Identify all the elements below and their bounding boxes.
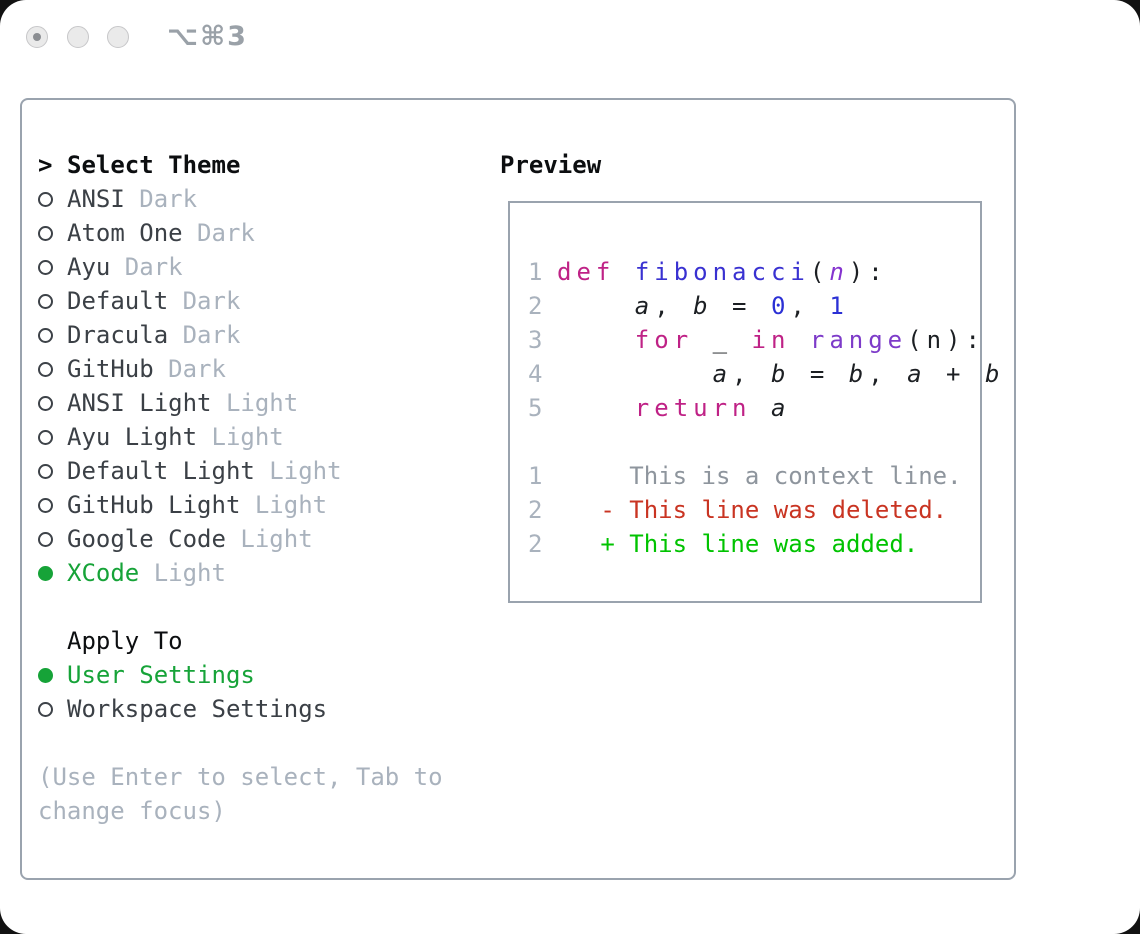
- code-token: for: [634, 326, 694, 354]
- theme-variant-label: Dark: [124, 253, 183, 281]
- theme-variant-label: Light: [254, 491, 328, 519]
- theme-option-default-light[interactable]: [38, 454, 474, 488]
- radio-unselected-icon: [38, 328, 53, 343]
- radio-unselected-icon: [38, 226, 53, 241]
- window-control-button-2[interactable]: [67, 26, 89, 48]
- theme-variant-label: Light: [211, 423, 284, 451]
- radio-selected-icon: [38, 566, 53, 581]
- diff-line-del: [528, 493, 980, 527]
- line-number: 2: [528, 530, 543, 558]
- theme-variant-label: Light: [153, 559, 226, 587]
- code-token: a: [907, 360, 927, 388]
- prompt-icon: >: [38, 151, 53, 179]
- apply-to-header: Apply To: [67, 627, 183, 655]
- theme-list-section: [38, 148, 474, 828]
- radio-unselected-icon: [38, 498, 53, 513]
- radio-selected-icon: [38, 668, 53, 683]
- code-token: a: [770, 394, 791, 422]
- line-number: 5: [528, 394, 543, 422]
- code-token: [752, 394, 771, 422]
- preview-header: Preview: [500, 151, 602, 179]
- select-theme-header: [38, 148, 474, 182]
- code-line: [528, 255, 980, 289]
- code-token: ):: [848, 258, 888, 286]
- theme-name-label: Default: [67, 287, 183, 315]
- code-token: in: [751, 326, 791, 354]
- code-token: a: [634, 292, 655, 320]
- theme-name-label: Dracula: [67, 321, 183, 349]
- code-token: [557, 394, 635, 422]
- code-token: range: [809, 326, 908, 354]
- code-token: return: [634, 394, 752, 422]
- code-token: ,: [868, 360, 908, 388]
- diff-line-add: [528, 527, 980, 561]
- theme-variant-label: Light: [240, 525, 313, 553]
- window-control-button-3[interactable]: [107, 26, 129, 48]
- code-token: ,: [654, 292, 694, 320]
- theme-variant-label: Dark: [197, 219, 255, 247]
- window-control-button-1[interactable]: [26, 26, 48, 48]
- diff-text: - This line was deleted.: [557, 496, 948, 524]
- line-number: 1: [528, 462, 543, 490]
- theme-variant-label: Dark: [182, 321, 241, 349]
- code-line: [528, 391, 980, 425]
- help-text: (Use Enter to select, Tab to change focus): [38, 763, 443, 825]
- theme-list: [38, 182, 474, 590]
- radio-unselected-icon: [38, 464, 53, 479]
- code-line: [528, 289, 980, 323]
- apply-option-workspace-settings[interactable]: [38, 692, 474, 726]
- radio-unselected-icon: [38, 532, 53, 547]
- theme-name-label: XCode: [67, 559, 154, 587]
- theme-name-label: ANSI Light: [67, 389, 226, 417]
- theme-variant-label: Dark: [168, 355, 226, 383]
- line-number: 4: [528, 360, 543, 388]
- code-token: fibonacci: [634, 258, 810, 286]
- radio-unselected-icon: [38, 192, 53, 207]
- code-token: [790, 326, 809, 354]
- code-token: (n):: [907, 326, 985, 354]
- theme-variant-label: Light: [225, 389, 299, 417]
- radio-unselected-icon: [38, 362, 53, 377]
- blank-line: [528, 425, 980, 459]
- preview-section: [500, 148, 1005, 603]
- theme-variant-label: Dark: [182, 287, 241, 315]
- code-token: 0: [770, 292, 791, 320]
- theme-option-ansi[interactable]: [38, 182, 474, 216]
- theme-name-label: Default Light: [67, 457, 270, 485]
- code-line: [528, 323, 985, 357]
- code-token: [615, 258, 634, 286]
- theme-option-ayu-light[interactable]: [38, 420, 474, 454]
- theme-option-ayu[interactable]: [38, 250, 474, 284]
- code-token: [557, 292, 635, 320]
- theme-name-label: Ayu: [67, 253, 125, 281]
- line-number: 2: [528, 496, 543, 524]
- radio-unselected-icon: [38, 294, 53, 309]
- theme-option-atom-one[interactable]: [38, 216, 474, 250]
- theme-option-default[interactable]: [38, 284, 474, 318]
- theme-option-dracula[interactable]: [38, 318, 474, 352]
- code-token: ,: [732, 360, 771, 388]
- diff-text: + This line was added.: [557, 530, 919, 558]
- diff-line-ctx: [528, 459, 980, 493]
- code-token: _: [693, 326, 752, 354]
- theme-name-label: Atom One: [67, 219, 198, 247]
- line-number: 1: [528, 258, 543, 286]
- theme-name-label: GitHub Light: [67, 491, 255, 519]
- apply-option-label: Workspace Settings: [67, 695, 328, 723]
- diff-text: This is a context line.: [557, 462, 962, 490]
- theme-option-ansi-light[interactable]: [38, 386, 474, 420]
- code-token: n: [829, 258, 849, 286]
- theme-name-label: Google Code: [67, 525, 241, 553]
- theme-picker-panel: [20, 98, 1016, 880]
- line-number: 2: [528, 292, 543, 320]
- radio-unselected-icon: [38, 396, 53, 411]
- apply-option-label: User Settings: [67, 661, 255, 689]
- preview-box: [508, 201, 1005, 603]
- code-token: a: [712, 360, 733, 388]
- keyboard-shortcut-label: ⌥⌘3: [167, 21, 248, 52]
- code-token: ,: [790, 292, 830, 320]
- radio-unselected-icon: [38, 702, 53, 717]
- code-token: 1: [829, 292, 849, 320]
- theme-option-google-code[interactable]: [38, 522, 474, 556]
- code-token: b: [848, 360, 869, 388]
- theme-name-label: ANSI: [67, 185, 140, 213]
- code-token: =: [790, 360, 849, 388]
- code-token: b: [770, 360, 791, 388]
- apply-option-user-settings[interactable]: [38, 658, 474, 692]
- apply-to-options: [38, 658, 474, 726]
- theme-option-github-light[interactable]: [38, 488, 474, 522]
- code-token: =: [712, 292, 771, 320]
- code-token: [557, 360, 713, 388]
- theme-option-xcode[interactable]: [38, 556, 474, 590]
- code-token: [557, 326, 635, 354]
- theme-option-github[interactable]: [38, 352, 474, 386]
- select-theme-label: Select Theme: [67, 151, 241, 179]
- theme-name-label: Ayu Light: [67, 423, 212, 451]
- code-token: (: [809, 258, 830, 286]
- radio-unselected-icon: [38, 260, 53, 275]
- theme-name-label: GitHub: [67, 355, 169, 383]
- code-token: +: [926, 360, 985, 388]
- code-token: b: [984, 360, 1005, 388]
- code-token: def: [557, 258, 616, 286]
- theme-variant-label: Dark: [139, 185, 198, 213]
- code-line: [528, 357, 1005, 391]
- theme-variant-label: Light: [269, 457, 342, 485]
- preview-content: [528, 255, 1005, 561]
- radio-unselected-icon: [38, 430, 53, 445]
- line-number: 3: [528, 326, 543, 354]
- code-token: b: [693, 292, 713, 320]
